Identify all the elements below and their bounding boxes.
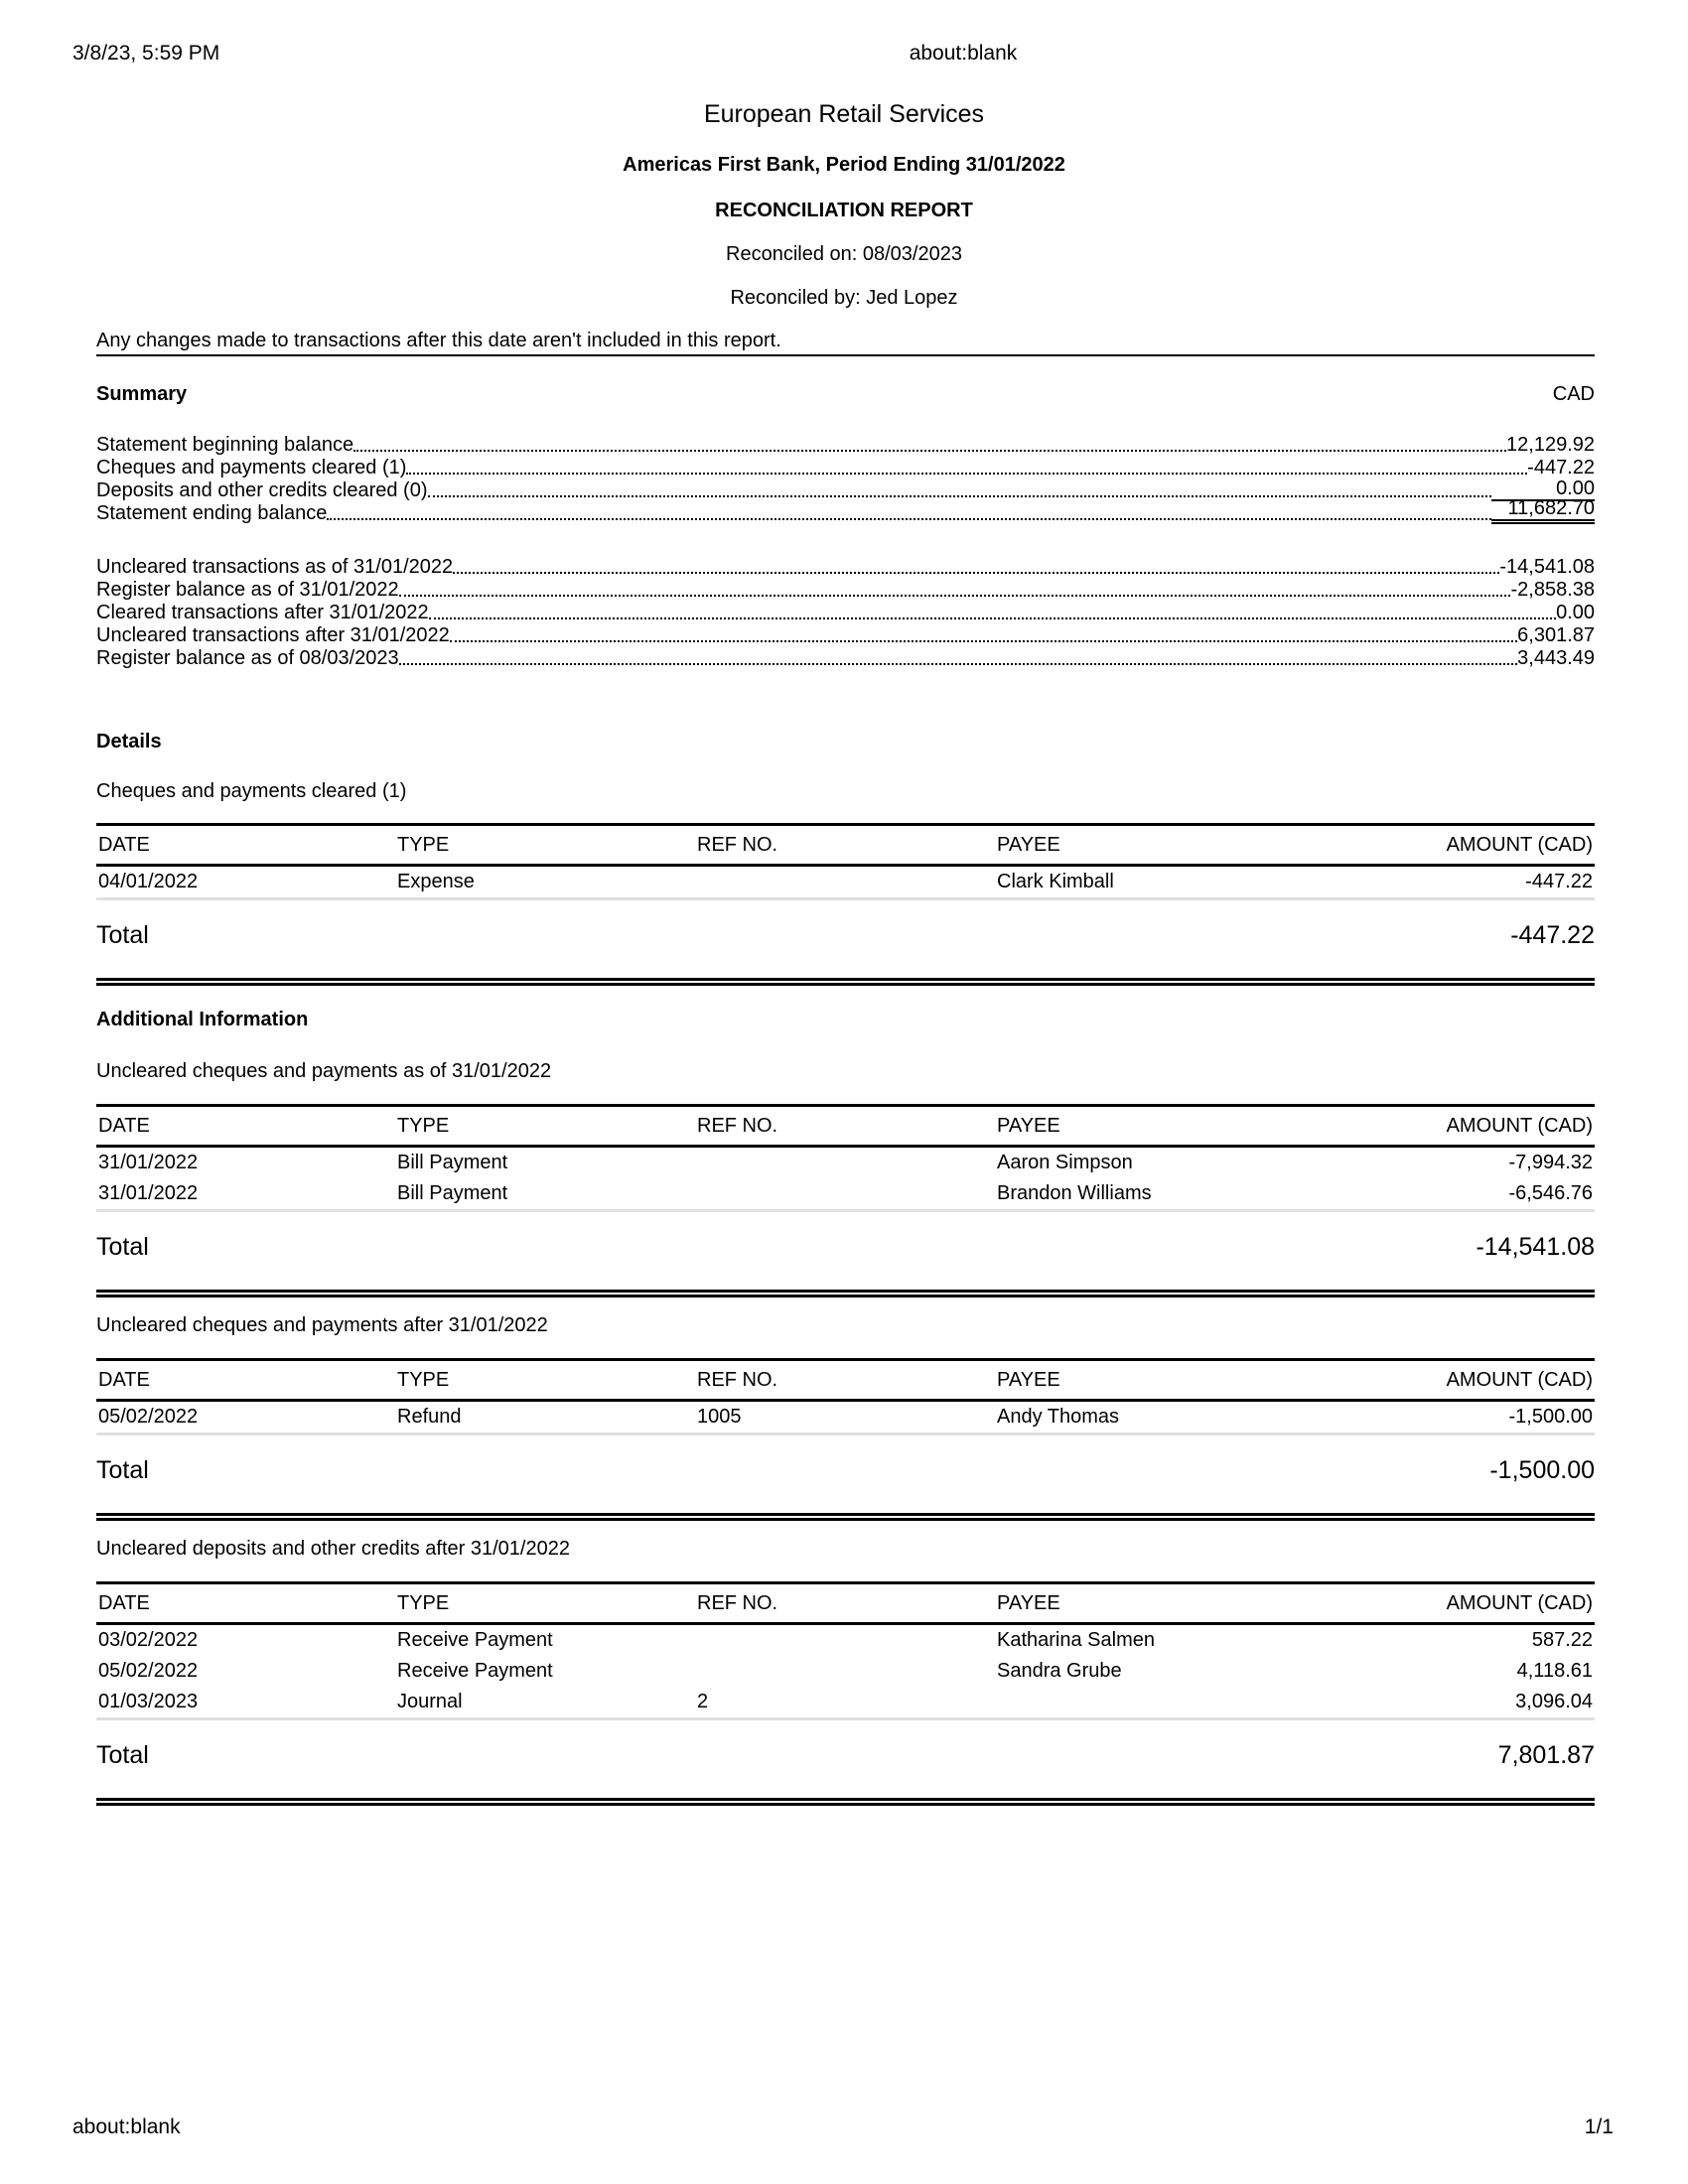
summary-row-label: Statement ending balance [96,502,328,524]
summary-currency: CAD [1552,383,1595,405]
summary-row [96,478,1595,501]
summary-row-value: -14,541.08 [1499,556,1595,578]
table-header-row [96,825,1595,866]
col-type: TYPE [395,1360,695,1401]
reconciled-on: Reconciled on: 08/03/2023 [726,243,962,265]
summary-row [96,623,1595,646]
col-payee: PAYEE [995,1360,1295,1401]
table-header-row [96,1106,1595,1147]
leader-dots [353,450,1506,452]
cell-type: Bill Payment [395,1178,695,1211]
cell-date: 31/01/2022 [98,1152,199,1173]
cell-date: 03/02/2022 [98,1629,199,1651]
summary-row-value: 12,129.92 [1506,434,1595,456]
summary-row-label: Uncleared transactions after 31/01/2022 [96,624,450,646]
table-row [96,866,1595,899]
cell-ref: 1005 [695,1401,995,1434]
leader-dots [406,473,1527,475]
cell-date: 01/03/2023 [96,1687,395,1719]
details-heading: Details [96,731,162,752]
cell-payee: Andy Thomas [995,1401,1295,1434]
double-rule [96,1513,1595,1521]
total-label: Total [96,1456,149,1484]
cell-payee: Katharina Salmen [997,1629,1155,1651]
col-type: TYPE [395,1583,695,1624]
summary-row-value: 0.00 [1556,602,1595,623]
double-rule [96,978,1595,986]
section-title-uncleared-after: Uncleared cheques and payments after 31/01/2022 [96,1314,548,1336]
leader-dots [399,663,1517,665]
total-value: -447.22 [1510,921,1595,949]
col-amount: AMOUNT (CAD) [1295,1106,1595,1147]
col-ref: REF NO. [695,1583,995,1624]
col-type: TYPE [395,825,695,866]
cell-payee [995,1687,1295,1719]
col-ref: REF NO. [695,825,995,866]
summary-row-value: -447.22 [1527,457,1595,478]
print-header-url: about:blank [909,42,1018,65]
print-header-datetime: 3/8/23, 5:59 PM [72,42,220,65]
cell-amount: -6,546.76 [1295,1178,1595,1211]
cell-date: 05/02/2022 [98,1660,199,1682]
cell-payee: Clark Kimball [995,866,1295,899]
section-title-cleared: Cheques and payments cleared (1) [96,780,407,802]
summary-heading: Summary [96,383,188,405]
summary-row-label: Uncleared transactions as of 31/01/2022 [96,556,454,578]
col-payee: PAYEE [995,825,1295,866]
table-row [96,1656,1595,1687]
cell-date: 04/01/2022 [96,866,395,899]
cell-type: Journal [395,1687,695,1719]
total-row-uncleared-asof [96,1233,1595,1262]
total-label: Total [96,1741,149,1769]
total-row-cleared [96,921,1595,950]
table-row [96,1178,1595,1211]
cell-ref [695,1147,995,1179]
print-footer-page: 1/1 [1584,2116,1614,2138]
summary-row [96,433,1595,456]
section-title-uncleared-asof: Uncleared cheques and payments as of 31/01/2022 [96,1060,552,1082]
table-row [96,1401,1595,1434]
print-footer-url: about:blank [72,2116,181,2138]
summary-row [96,578,1595,601]
total-label: Total [96,1233,149,1261]
summary-row-value: 3,443.49 [1517,647,1595,669]
summary-row-value: 11,682.70 [1491,497,1595,524]
table-row [96,1624,1595,1657]
total-row-uncleared-deposits [96,1741,1595,1770]
col-amount: AMOUNT (CAD) [1295,825,1595,866]
cell-payee: Aaron Simpson [997,1152,1133,1173]
table-uncleared-payments-after [96,1358,1595,1435]
summary-row [96,555,1595,578]
summary-row-label: Deposits and other credits cleared (0) [96,479,428,501]
table-uncleared-deposits-after [96,1581,1595,1720]
leader-dots [327,518,1491,520]
double-rule [96,1798,1595,1806]
leader-dots [428,495,1492,497]
summary-row-label: Cheques and payments cleared (1) [96,457,407,478]
col-date: DATE [96,1106,395,1147]
summary-block-register [96,555,1595,669]
additional-info-heading: Additional Information [96,1009,309,1030]
cell-ref [695,1178,995,1211]
summary-row-label: Cleared transactions after 31/01/2022 [96,602,429,623]
report-title: RECONCILIATION REPORT [715,200,973,221]
total-row-uncleared-after [96,1456,1595,1485]
report-notice: Any changes made to transactions after this date aren't included in this report. [96,330,1595,356]
cell-ref [695,1656,995,1687]
summary-row-value: 0.00 [1491,478,1595,501]
cell-type: Receive Payment [397,1660,553,1682]
table-row [96,1147,1595,1179]
cell-payee: Brandon Williams [995,1178,1295,1211]
cell-amount: -447.22 [1295,866,1595,899]
summary-row-value: -2,858.38 [1510,579,1595,601]
cell-amount: -1,500.00 [1295,1401,1595,1434]
leader-dots [450,640,1517,642]
cell-amount: -7,994.32 [1508,1152,1593,1173]
company-name: European Retail Services [703,100,985,128]
cell-amount: 3,096.04 [1295,1687,1595,1719]
cell-amount: 4,118.61 [1516,1660,1593,1682]
section-title-uncleared-deposits: Uncleared deposits and other credits after 31/01/2022 [96,1538,570,1560]
cell-date: 31/01/2022 [96,1178,395,1211]
cell-type: Bill Payment [397,1152,508,1173]
leader-dots [453,572,1499,574]
col-date: DATE [96,1360,395,1401]
summary-row-value: 6,301.87 [1517,624,1595,646]
summary-block-statement [96,433,1595,524]
cell-amount: 587.22 [1531,1629,1593,1651]
col-payee: PAYEE [995,1583,1295,1624]
leader-dots [429,617,1556,619]
reconciled-by: Reconciled by: Jed Lopez [730,287,958,309]
cell-type: Receive Payment [397,1629,553,1651]
double-rule [96,1290,1595,1297]
col-amount: AMOUNT (CAD) [1295,1583,1595,1624]
table-cleared-payments [96,823,1595,900]
summary-row-label: Register balance as of 08/03/2023 [96,647,399,669]
col-payee: PAYEE [995,1106,1295,1147]
summary-row [96,456,1595,478]
cell-ref: 2 [695,1687,995,1719]
cell-type: Refund [395,1401,695,1434]
col-ref: REF NO. [695,1360,995,1401]
cell-ref [695,1624,995,1657]
summary-row [96,497,1595,524]
summary-row [96,601,1595,623]
col-date: DATE [96,825,395,866]
total-label: Total [96,921,149,949]
table-row [96,1687,1595,1719]
summary-row-label: Statement beginning balance [96,434,354,456]
table-header-row [96,1583,1595,1624]
account-period: Americas First Bank, Period Ending 31/01/2022 [623,154,1065,176]
leader-dots [399,595,1511,597]
col-type: TYPE [395,1106,695,1147]
table-header-row [96,1360,1595,1401]
cell-date: 05/02/2022 [96,1401,395,1434]
cell-ref [695,866,995,899]
cell-payee: Sandra Grube [997,1660,1122,1682]
summary-row [96,646,1595,669]
summary-row-label: Register balance as of 31/01/2022 [96,579,399,601]
total-value: -1,500.00 [1489,1456,1595,1484]
col-amount: AMOUNT (CAD) [1295,1360,1595,1401]
total-value: 7,801.87 [1497,1741,1595,1769]
col-date: DATE [96,1583,395,1624]
table-uncleared-payments-asof [96,1104,1595,1212]
cell-type: Expense [395,866,695,899]
col-ref: REF NO. [695,1106,995,1147]
total-value: -14,541.08 [1476,1233,1595,1261]
